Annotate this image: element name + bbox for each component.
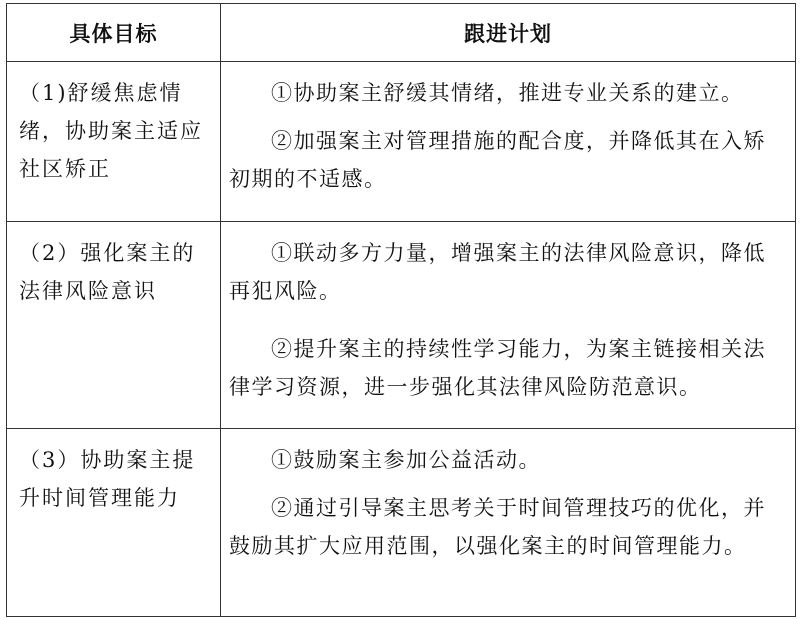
plan-item: ②加强案主对管理措施的配合度，并降低其在入矫初期的不适感。 <box>229 129 766 191</box>
plan-cell <box>221 222 796 429</box>
table-row <box>7 62 796 222</box>
plan-item: ①鼓励案主参加公益活动。 <box>271 448 541 472</box>
plan-item: ①联动多方力量，增强案主的法律风险意识，降低再犯风险。 <box>229 241 766 303</box>
plan-item: ①协助案主舒缓其情绪，推进专业关系的建立。 <box>271 81 744 105</box>
table-header-row <box>7 4 796 62</box>
plan-item: ②提升案主的持续性学习能力，为案主链接相关法律学习资源，进一步强化其法律风险防范意识。 <box>229 337 766 399</box>
plan-cell <box>221 429 796 617</box>
header-follow-up-plan: 跟进计划 <box>221 4 796 62</box>
table-row <box>7 429 796 617</box>
plan-cell <box>221 62 796 222</box>
goal-cell: （2）强化案主的法律风险意识 <box>7 222 221 429</box>
goal-cell: （3）协助案主提升时间管理能力 <box>7 429 221 617</box>
plan-item: ②通过引导案主思考关于时间管理技巧的优化，并鼓励其扩大应用范围，以强化案主的时间管理能力。 <box>229 496 766 558</box>
goals-plan-table <box>6 3 796 617</box>
goal-cell: （1)舒缓焦虑情绪，协助案主适应社区矫正 <box>7 62 221 222</box>
header-specific-goal: 具体目标 <box>7 4 221 62</box>
table-row <box>7 222 796 429</box>
